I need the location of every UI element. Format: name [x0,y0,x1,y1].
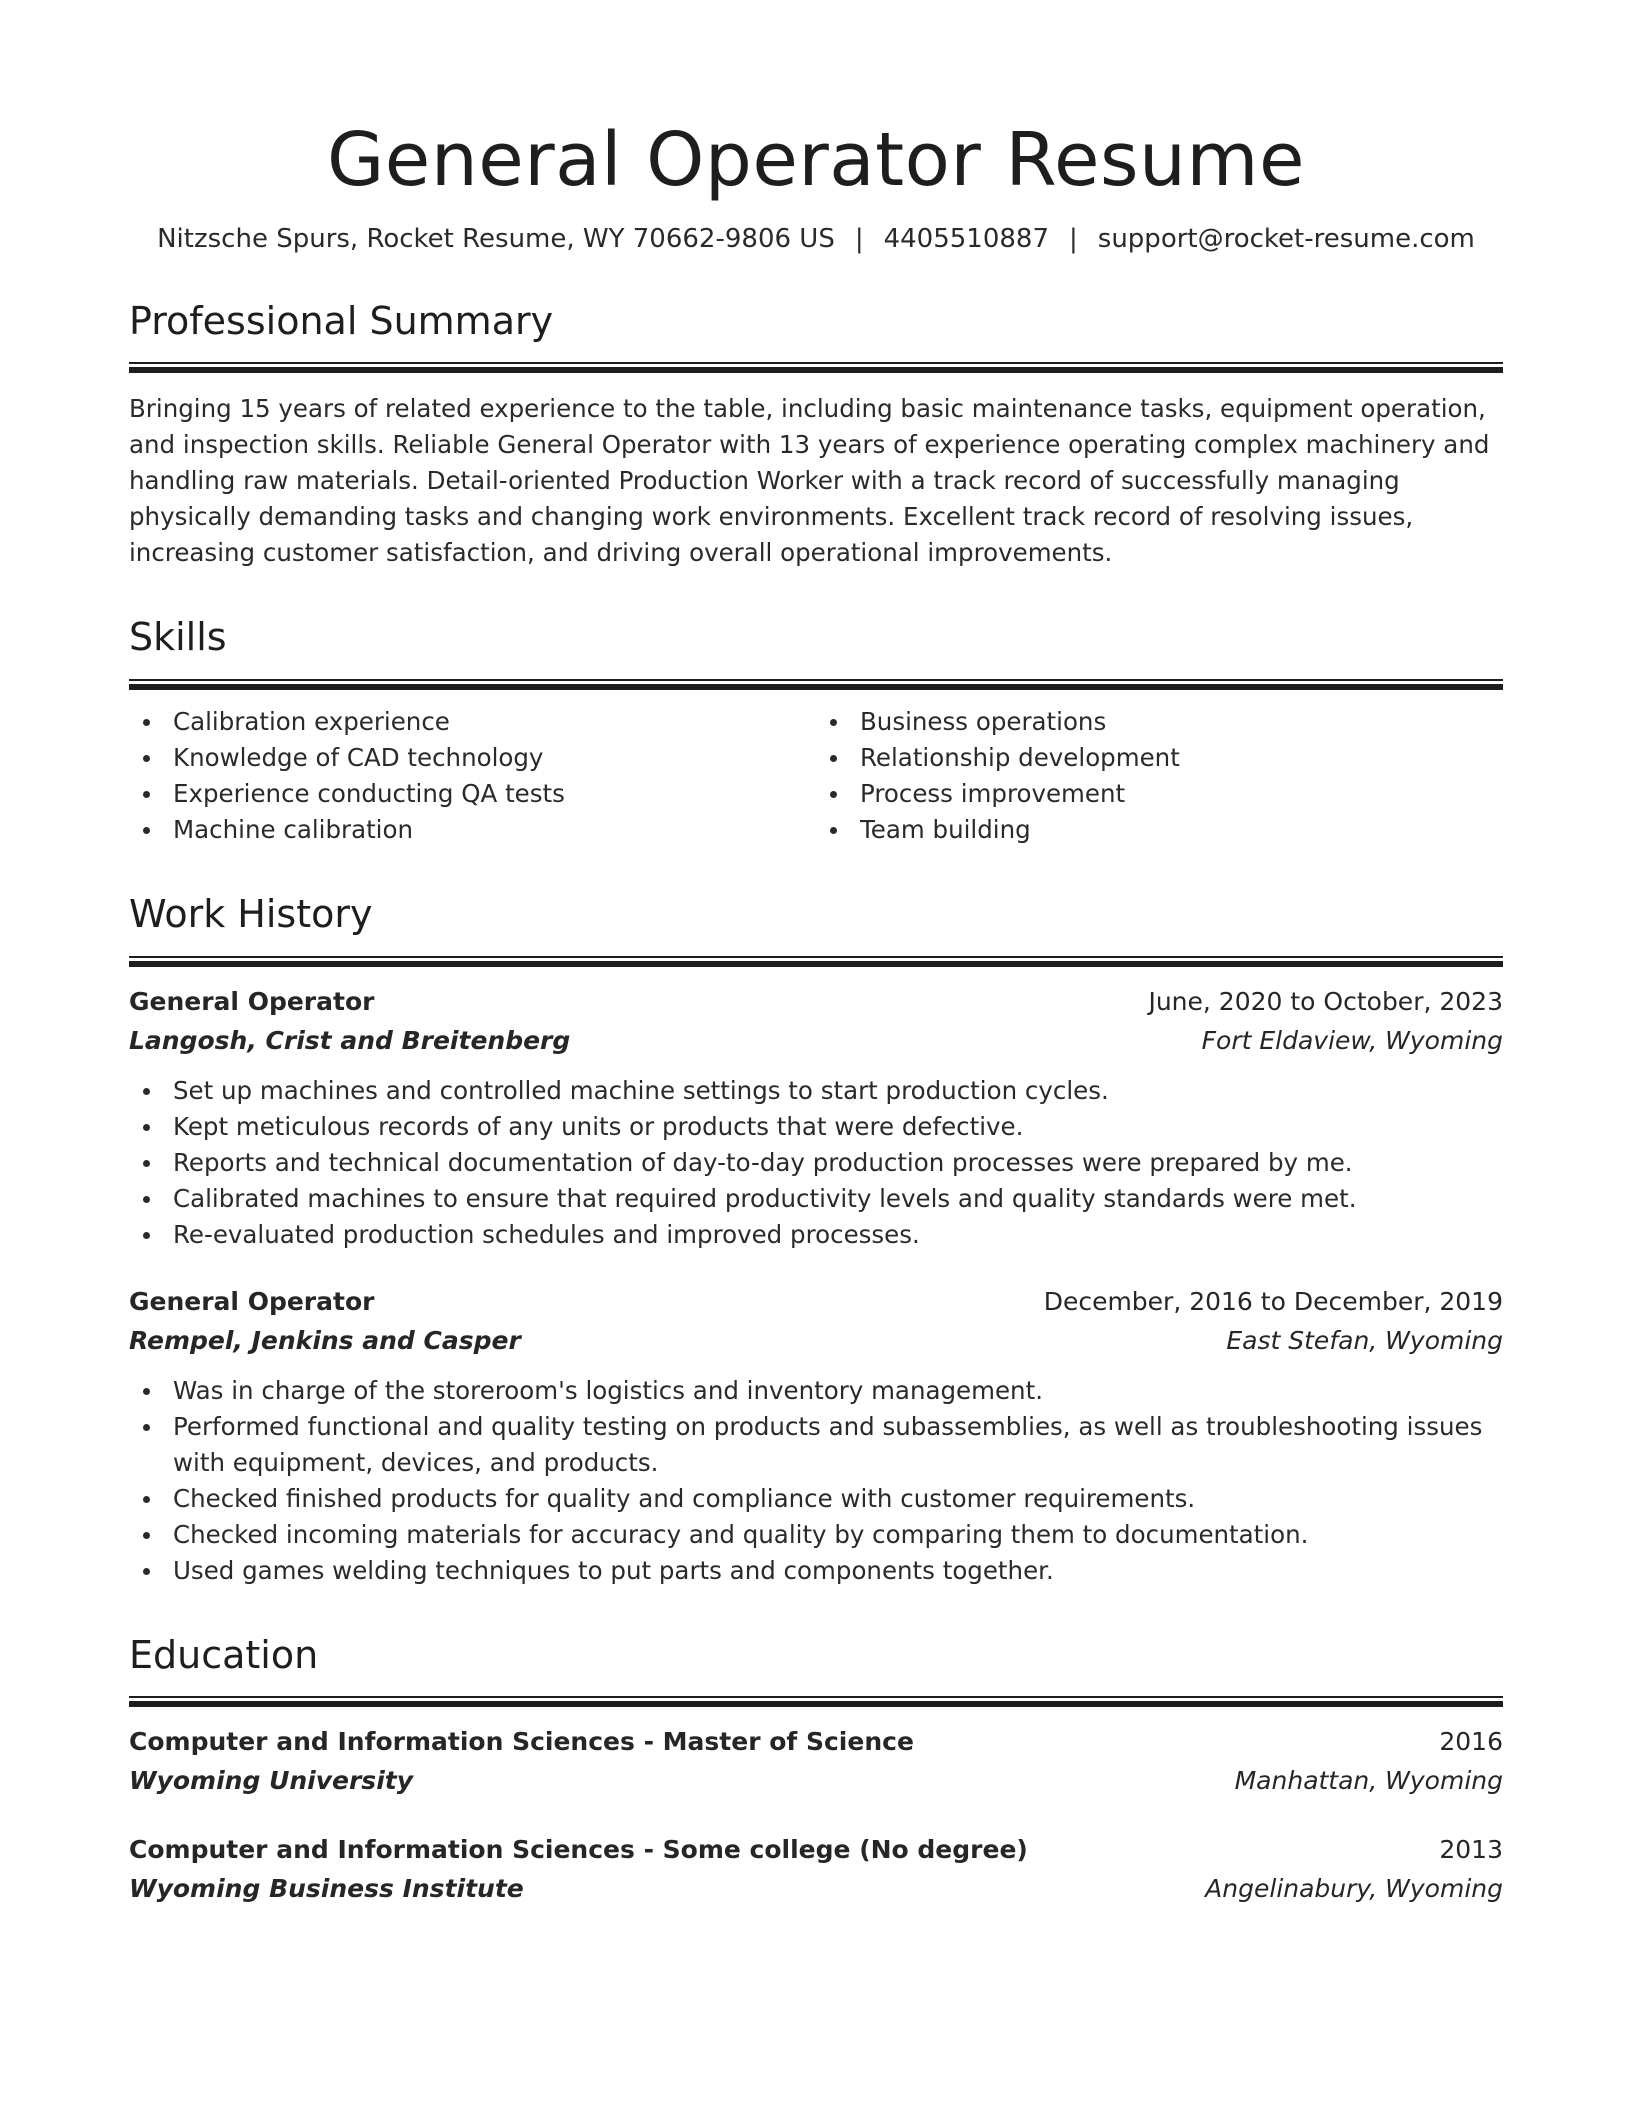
skills-section [129,615,1503,848]
section-divider [129,679,1503,690]
job-duty: Checked finished products for quality and compliance with customer requirements. [129,1481,1503,1517]
contact-address: Nitzsche Spurs, Rocket Resume, WY 70662-9806 US [157,224,835,255]
education-school-row [129,1869,1503,1909]
education-year: 2013 [1439,1835,1503,1865]
job-header-row [129,983,1503,1021]
job-duty: Kept meticulous records of any units or products that were defective. [129,1109,1503,1145]
education-degree: Computer and Information Sciences - Some college (No degree) [129,1835,1028,1865]
education-school: Wyoming University [129,1766,414,1796]
skills-list-left [129,704,816,848]
job-dates: June, 2020 to October, 2023 [1148,986,1503,1016]
job-duty: Used games welding techniques to put parts and components together. [129,1553,1503,1589]
job-duty: Was in charge of the storeroom's logistics and inventory management. [129,1373,1503,1409]
job-duty: Checked incoming materials for accuracy and quality by comparing them to documentation. [129,1517,1503,1553]
job-company: Rempel, Jenkins and Casper [129,1325,521,1355]
skill-item: Knowledge of CAD technology [129,740,816,776]
contact-line [129,223,1503,257]
job-company: Langosh, Crist and Breitenberg [129,1025,571,1055]
education-header-row [129,1723,1503,1761]
work-heading: Work History [129,892,373,937]
education-year: 2016 [1439,1727,1503,1757]
work-section [129,892,1503,1589]
section-divider [129,362,1503,373]
job-location: East Stefan, Wyoming [1226,1325,1503,1355]
education-entry [129,1831,1503,1909]
job-duty: Reports and technical documentation of day-to-day production processes were prepared by me. [129,1145,1503,1181]
job-duties-list [129,1073,1503,1253]
education-entry [129,1723,1503,1801]
job-header-row [129,1283,1503,1321]
resume-title: General Operator Resume [326,117,1306,203]
education-degree: Computer and Information Sciences - Master of Science [129,1727,914,1757]
skill-item: Process improvement [816,776,1503,812]
job-dates: December, 2016 to December, 2019 [1043,1286,1503,1316]
job-title: General Operator [129,1286,375,1316]
skill-item: Relationship development [816,740,1503,776]
job-duties-list [129,1373,1503,1589]
job-duty: Set up machines and controlled machine settings to start production cycles. [129,1073,1503,1109]
summary-section [129,299,1503,572]
education-header-row [129,1831,1503,1869]
job-company-row [129,1321,1503,1361]
summary-heading: Professional Summary [129,298,554,343]
job-title: General Operator [129,986,375,1016]
section-divider [129,956,1503,967]
education-school: Wyoming Business Institute [129,1874,524,1904]
skill-item: Experience conducting QA tests [129,776,816,812]
education-location: Manhattan, Wyoming [1234,1766,1503,1796]
education-school-row [129,1761,1503,1801]
job-entry [129,983,1503,1253]
skill-item: Machine calibration [129,812,816,848]
education-section [129,1633,1503,1910]
education-heading: Education [129,1632,319,1677]
job-location: Fort Eldaview, Wyoming [1201,1025,1503,1055]
job-duty: Calibrated machines to ensure that required productivity levels and quality standards were met. [129,1181,1503,1217]
skills-list-right [816,704,1503,848]
contact-email: support@rocket-resume.com [1097,224,1475,255]
education-location: Angelinabury, Wyoming [1205,1874,1503,1904]
section-divider [129,1696,1503,1707]
contact-separator: | [854,224,864,255]
skill-item: Team building [816,812,1503,848]
job-duty: Re-evaluated production schedules and improved processes. [129,1217,1503,1253]
job-company-row [129,1021,1503,1061]
summary-text: Bringing 15 years of related experience to the table, including basic maintenance tasks, equipment operation, and inspection skills. Reliable General Operator with 13 years of experience operating complex machinery and handling raw materials. Detail-oriented Production Worker with a track record of successfully managing physically demanding tasks and changing work environments. Excellent track record of resolving issues, increasing customer satisfaction, and driving overall operational improvements. [129,394,1490,568]
job-entry [129,1283,1503,1589]
skills-heading: Skills [129,615,227,660]
contact-phone: 4405510887 [883,224,1050,255]
job-duty: Performed functional and quality testing on products and subassemblies, as well as troubleshooting issues with equipment, devices, and products. [129,1409,1503,1481]
skills-grid [129,704,1503,848]
contact-separator: | [1069,224,1078,255]
skill-item: Calibration experience [129,704,816,740]
skill-item: Business operations [816,704,1503,740]
